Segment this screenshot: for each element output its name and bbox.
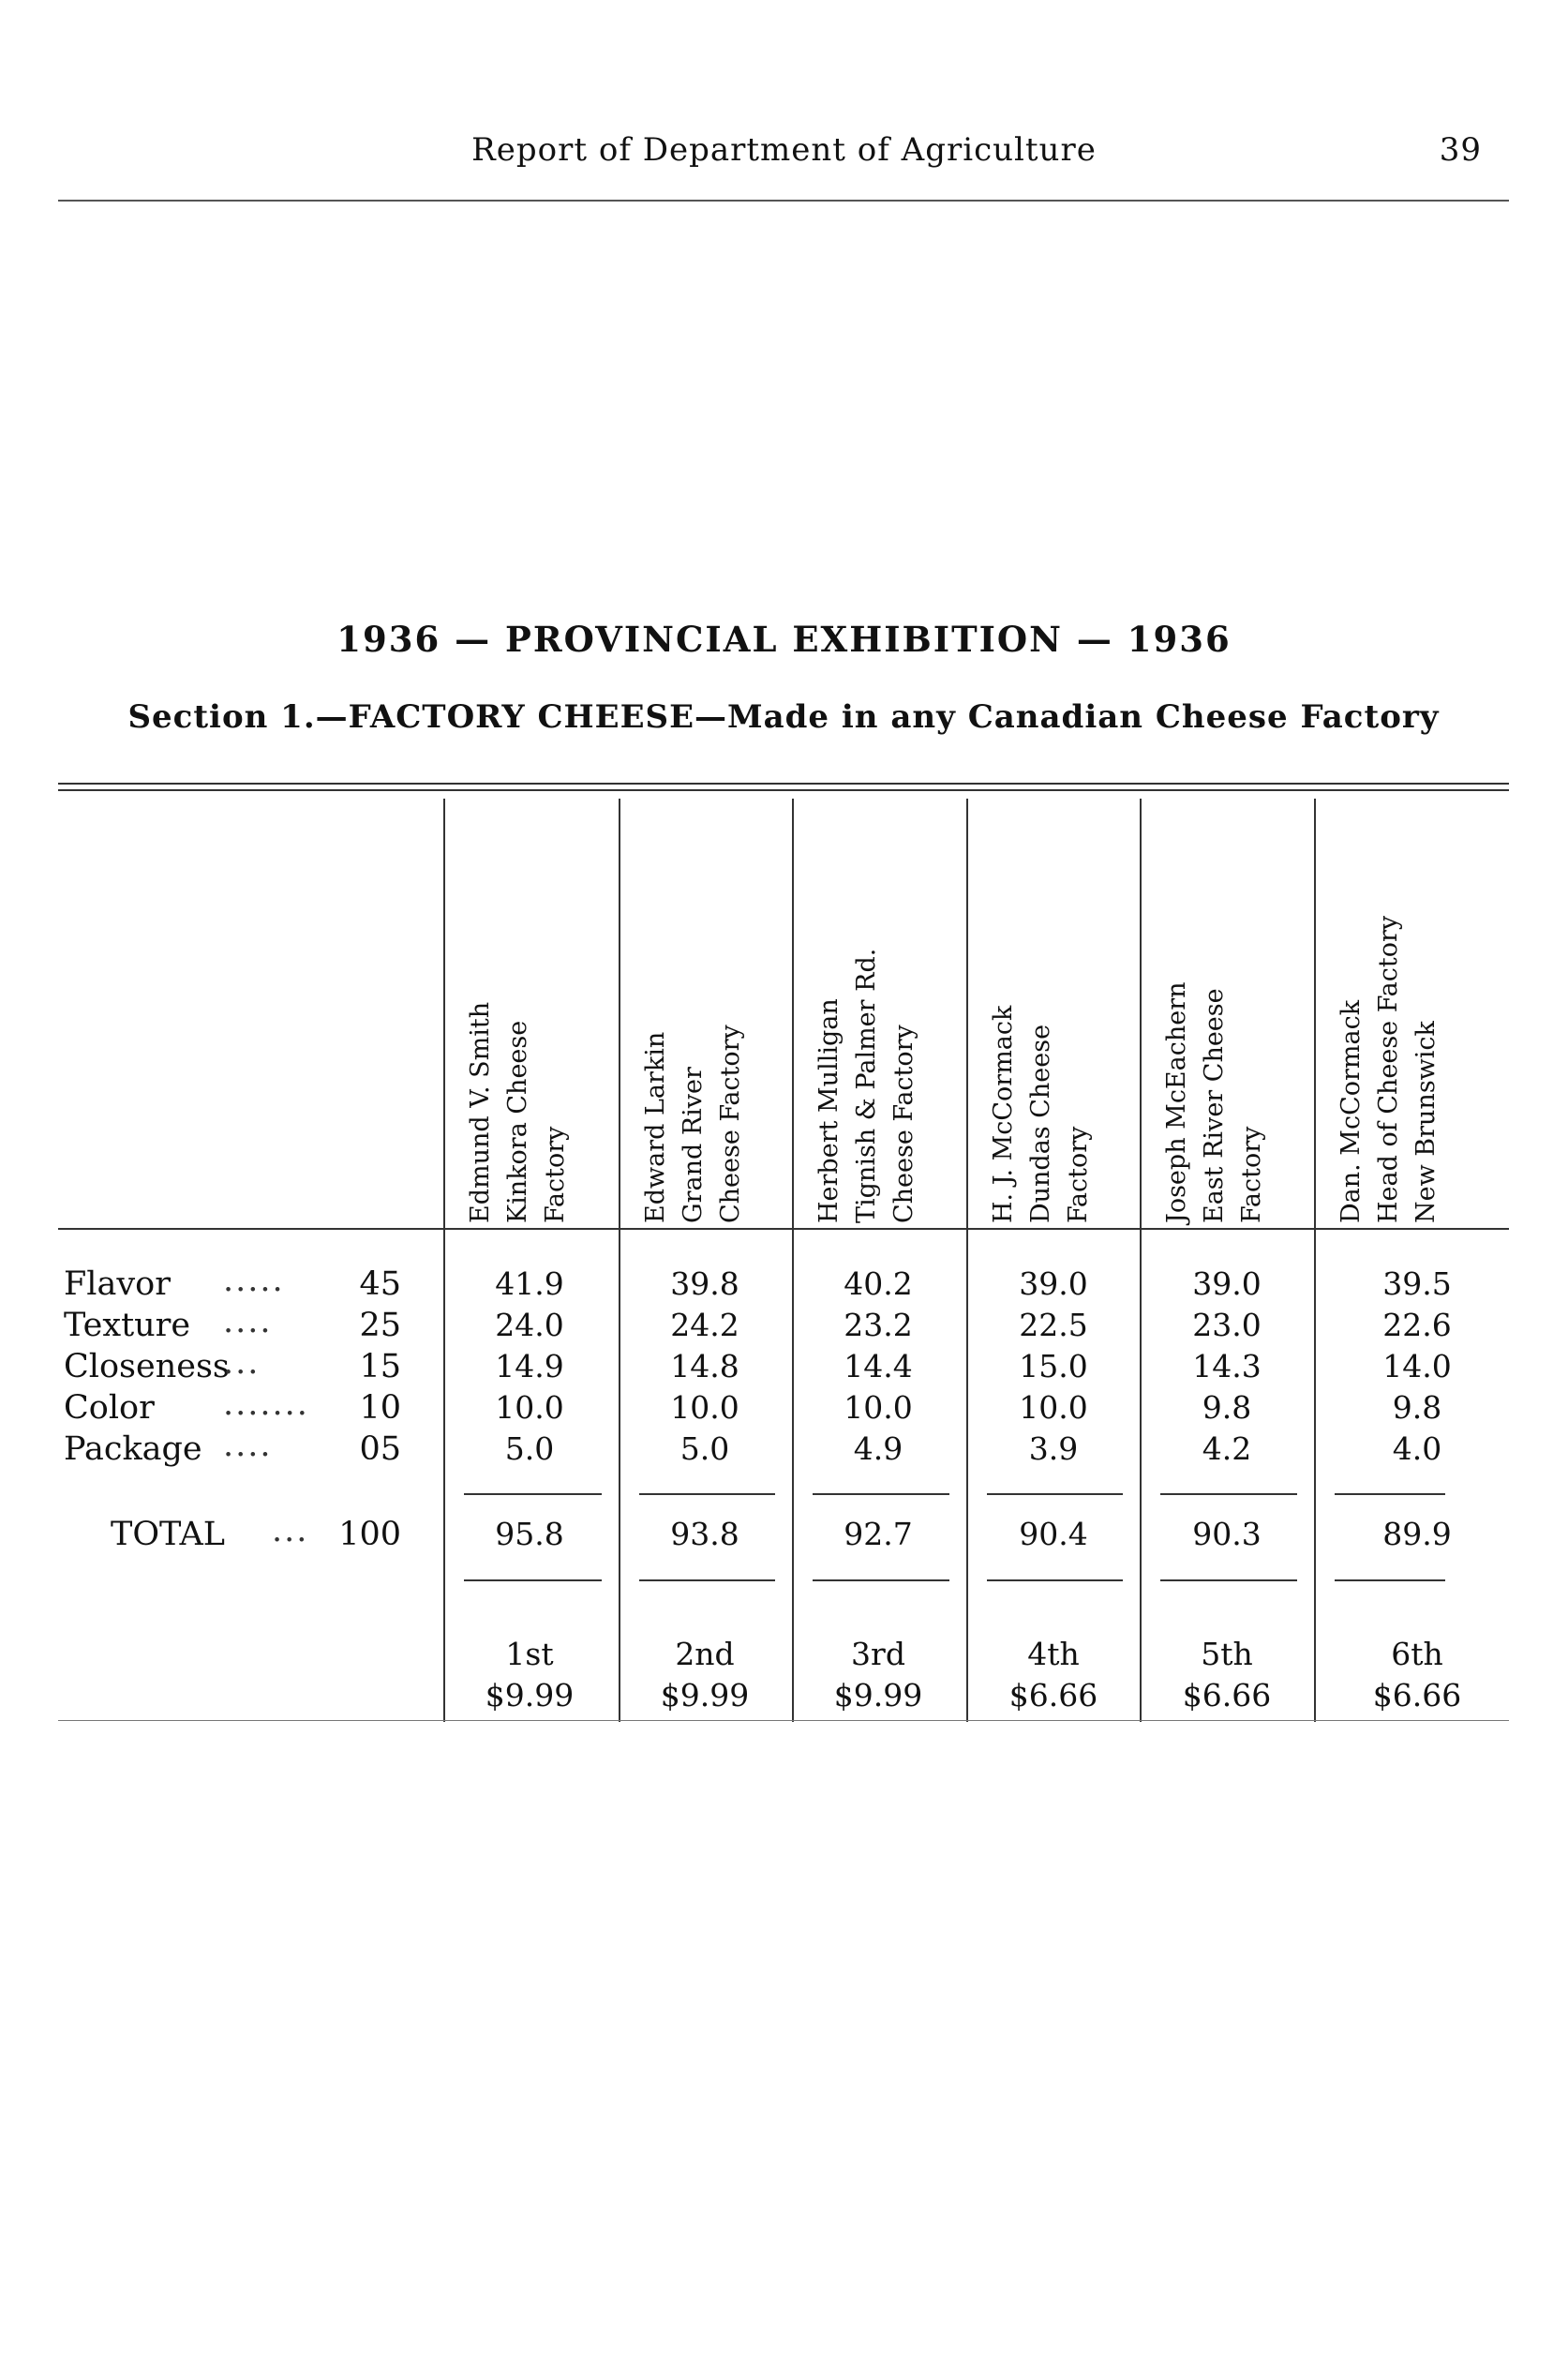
row-criterion: Color bbox=[64, 1389, 155, 1427]
column-header-line: Factory bbox=[541, 1126, 570, 1223]
total-top-rule bbox=[639, 1493, 775, 1495]
column-header-line: Grand River bbox=[679, 1067, 708, 1223]
total-bottom-rule bbox=[464, 1579, 602, 1581]
score-cell: 4.9 bbox=[853, 1430, 903, 1467]
column-header-line: Joseph McEachern bbox=[1162, 981, 1191, 1223]
placing-cell: 1st bbox=[505, 1636, 554, 1672]
total-top-rule bbox=[813, 1493, 949, 1495]
prize-cell: $9.99 bbox=[833, 1677, 923, 1713]
total-cell: 92.7 bbox=[844, 1516, 913, 1552]
total-label: TOTAL bbox=[111, 1516, 225, 1553]
score-cell: 5.0 bbox=[504, 1430, 555, 1467]
score-cell: 24.0 bbox=[495, 1307, 564, 1343]
score-cell: 14.4 bbox=[844, 1348, 913, 1384]
column-header-line: Cheese Factory bbox=[716, 1025, 745, 1223]
column-header-6 bbox=[1333, 792, 1483, 1223]
placing-cell: 6th bbox=[1391, 1636, 1443, 1672]
column-header-4 bbox=[985, 792, 1135, 1223]
row-criterion: Texture bbox=[64, 1307, 191, 1344]
column-rule bbox=[792, 799, 794, 1722]
total-top-rule bbox=[987, 1493, 1123, 1495]
score-cell: 9.8 bbox=[1392, 1389, 1442, 1426]
total-bottom-rule bbox=[813, 1579, 949, 1581]
score-cell: 15.0 bbox=[1019, 1348, 1088, 1384]
score-cell: 22.5 bbox=[1019, 1307, 1088, 1343]
score-cell: 24.2 bbox=[670, 1307, 739, 1343]
score-cell: 9.8 bbox=[1202, 1389, 1252, 1426]
score-cell: 14.0 bbox=[1382, 1348, 1452, 1384]
section-subheading: Section 1.—FACTORY CHEESE—Made in any Canadian Cheese Factory bbox=[127, 698, 1440, 736]
row-criterion: Package bbox=[64, 1430, 202, 1468]
total-cell: 90.4 bbox=[1019, 1516, 1088, 1552]
leader-dots: .... bbox=[223, 1427, 273, 1464]
page-number: 39 bbox=[1439, 131, 1482, 169]
table-top-rule bbox=[58, 783, 1509, 785]
total-bottom-rule bbox=[987, 1579, 1123, 1581]
leader-dots: ..... bbox=[223, 1262, 285, 1299]
score-cell: 10.0 bbox=[670, 1389, 739, 1426]
column-header-line: Kinkora Cheese bbox=[503, 1020, 532, 1223]
column-header-line: Factory bbox=[1064, 1126, 1093, 1223]
prize-cell: $9.99 bbox=[485, 1677, 575, 1713]
total-cell: 93.8 bbox=[670, 1516, 739, 1552]
column-header-3 bbox=[811, 792, 961, 1223]
column-header-line: H. J. McCormack bbox=[989, 1005, 1018, 1223]
table-bottom-rule bbox=[58, 1720, 1509, 1721]
score-cell: 39.5 bbox=[1382, 1265, 1452, 1302]
score-cell: 5.0 bbox=[679, 1430, 730, 1467]
column-rule bbox=[966, 799, 968, 1722]
max-points: 25 bbox=[359, 1307, 401, 1344]
score-cell: 14.3 bbox=[1192, 1348, 1262, 1384]
total-cell: 89.9 bbox=[1382, 1516, 1452, 1552]
header-bottom-rule bbox=[58, 1228, 1509, 1230]
score-cell: 14.9 bbox=[495, 1348, 564, 1384]
prize-cell: $6.66 bbox=[1182, 1677, 1272, 1713]
score-cell: 22.6 bbox=[1382, 1307, 1452, 1343]
row-label-package bbox=[64, 1427, 401, 1474]
column-header-5 bbox=[1158, 792, 1308, 1223]
column-rule bbox=[1314, 799, 1316, 1722]
leader-dots: ... bbox=[272, 1512, 309, 1549]
column-header-line: East River Cheese bbox=[1200, 988, 1229, 1223]
column-header-2 bbox=[637, 792, 787, 1223]
total-bottom-rule bbox=[1160, 1579, 1297, 1581]
column-header-line: Dundas Cheese bbox=[1026, 1024, 1055, 1223]
leader-dots: .... bbox=[223, 1303, 273, 1340]
total-top-rule bbox=[464, 1493, 602, 1495]
running-title: Report of Department of Agriculture bbox=[471, 131, 1097, 169]
prize-cell: $6.66 bbox=[1008, 1677, 1098, 1713]
column-header-line: Herbert Mulligan bbox=[814, 998, 844, 1223]
score-cell: 10.0 bbox=[495, 1389, 564, 1426]
row-label-total bbox=[64, 1512, 401, 1559]
column-header-1 bbox=[462, 792, 612, 1223]
header-rule bbox=[58, 200, 1509, 202]
score-cell: 3.9 bbox=[1028, 1430, 1079, 1467]
score-cell: 39.8 bbox=[670, 1265, 739, 1302]
total-top-rule bbox=[1160, 1493, 1297, 1495]
total-bottom-rule bbox=[639, 1579, 775, 1581]
score-cell: 39.0 bbox=[1019, 1265, 1088, 1302]
column-header-line: Cheese Factory bbox=[889, 1025, 918, 1223]
score-cell: 40.2 bbox=[844, 1265, 913, 1302]
column-rule bbox=[443, 799, 445, 1722]
total-top-rule bbox=[1335, 1493, 1445, 1495]
total-cell: 90.3 bbox=[1192, 1516, 1262, 1552]
max-points: 15 bbox=[359, 1348, 401, 1385]
max-points: 45 bbox=[359, 1265, 401, 1303]
total-bottom-rule bbox=[1335, 1579, 1445, 1581]
placing-cell: 3rd bbox=[851, 1636, 905, 1672]
total-cell: 95.8 bbox=[495, 1516, 564, 1552]
max-points: 100 bbox=[338, 1516, 401, 1553]
prize-cell: $9.99 bbox=[660, 1677, 750, 1713]
row-criterion: Flavor bbox=[64, 1265, 171, 1303]
placing-cell: 4th bbox=[1027, 1636, 1080, 1672]
column-rule bbox=[1140, 799, 1142, 1722]
column-rule bbox=[619, 799, 620, 1722]
score-cell: 41.9 bbox=[495, 1265, 564, 1302]
leader-dots: ... bbox=[223, 1344, 261, 1382]
column-header-line: Edward Larkin bbox=[641, 1031, 670, 1223]
score-cell: 10.0 bbox=[844, 1389, 913, 1426]
column-header-line: Head of Cheese Factory bbox=[1374, 915, 1403, 1223]
placing-cell: 5th bbox=[1201, 1636, 1253, 1672]
score-cell: 23.0 bbox=[1192, 1307, 1262, 1343]
max-points: 05 bbox=[359, 1430, 401, 1468]
prize-cell: $6.66 bbox=[1372, 1677, 1462, 1713]
table-top-rule-double bbox=[58, 789, 1509, 791]
column-header-line: Edmund V. Smith bbox=[466, 1001, 495, 1223]
score-cell: 4.0 bbox=[1392, 1430, 1442, 1467]
column-header-line: New Brunswick bbox=[1411, 1021, 1441, 1223]
score-cell: 39.0 bbox=[1192, 1265, 1262, 1302]
score-cell: 10.0 bbox=[1019, 1389, 1088, 1426]
row-criterion: Closeness bbox=[64, 1348, 230, 1385]
column-header-line: Dan. McCormack bbox=[1337, 999, 1366, 1223]
score-cell: 23.2 bbox=[844, 1307, 913, 1343]
exhibition-heading: 1936 — PROVINCIAL EXHIBITION — 1936 bbox=[336, 619, 1232, 660]
score-cell: 14.8 bbox=[670, 1348, 739, 1384]
column-header-line: Factory bbox=[1237, 1126, 1266, 1223]
placing-cell: 2nd bbox=[675, 1636, 735, 1672]
score-cell: 4.2 bbox=[1202, 1430, 1252, 1467]
max-points: 10 bbox=[359, 1389, 401, 1427]
column-header-line: Tignish & Palmer Rd. bbox=[852, 948, 881, 1223]
leader-dots: ....... bbox=[223, 1385, 309, 1423]
